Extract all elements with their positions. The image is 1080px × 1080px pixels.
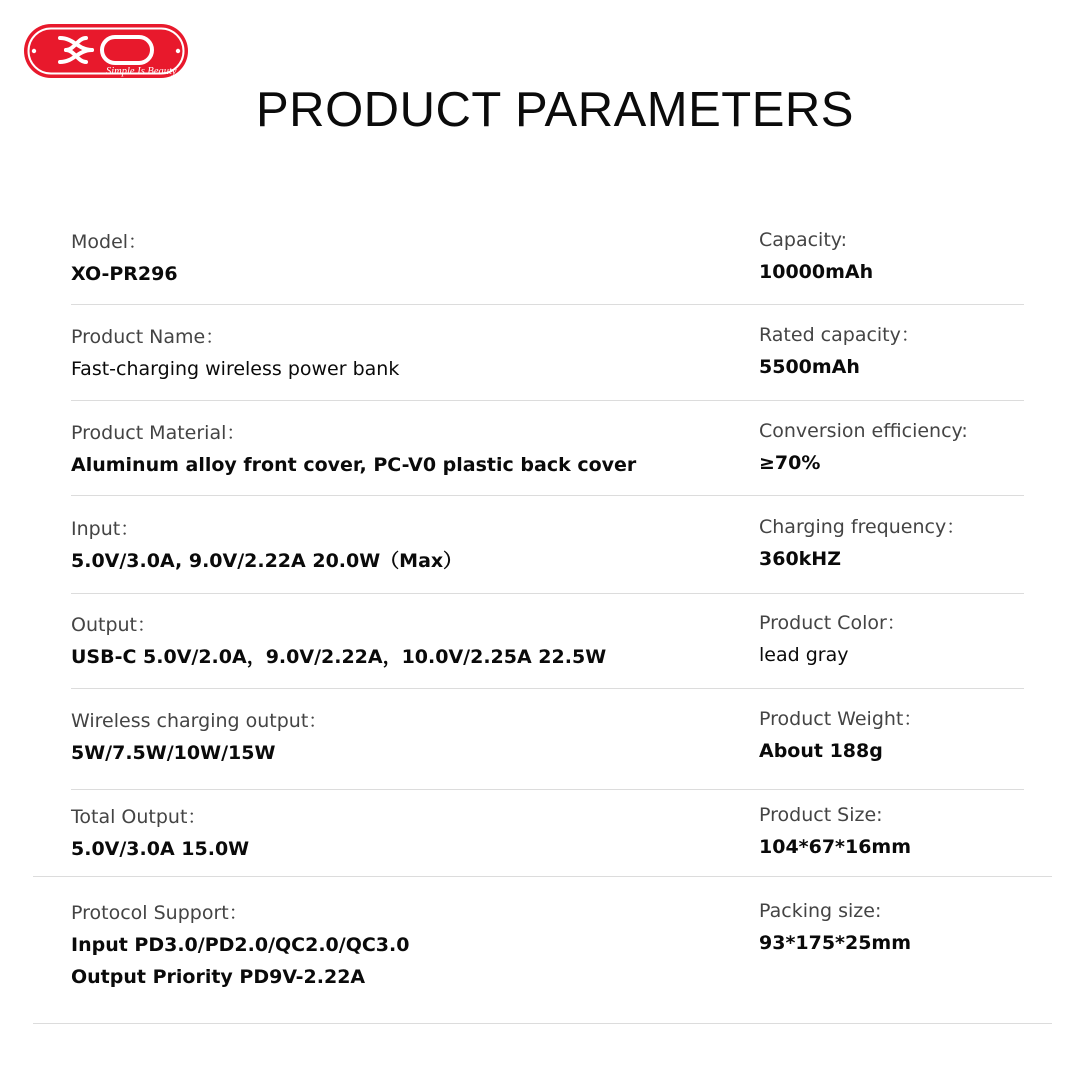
xo-logo xyxy=(22,22,190,80)
spec-label: Product Weight： xyxy=(759,708,923,730)
spec-label: Rated capacity： xyxy=(759,324,920,346)
spec-conversion-efficiency xyxy=(759,415,968,479)
spec-label: Wireless charging output： xyxy=(71,710,328,732)
spec-value-line2: Output Priority PD9V-2.22A xyxy=(71,966,366,988)
row-divider xyxy=(71,400,1024,401)
spec-protocol-support xyxy=(71,897,409,993)
spec-value: 5W/7.5W/10W/15W xyxy=(71,742,276,764)
spec-rated-capacity xyxy=(759,319,920,383)
spec-value: 360kHZ xyxy=(759,548,841,570)
spec-value: lead gray xyxy=(759,644,849,666)
spec-value: 5.0V/3.0A 15.0W xyxy=(71,838,250,860)
spec-output xyxy=(71,609,606,673)
spec-input xyxy=(71,513,462,577)
spec-product-material xyxy=(71,417,636,481)
spec-wireless-charging-output xyxy=(71,705,327,769)
spec-label: Product Size: xyxy=(759,804,883,826)
spec-label: Protocol Support： xyxy=(71,902,248,924)
spec-value: Input PD3.0/PD2.0/QC2.0/QC3.0 xyxy=(71,934,410,956)
spec-label: Model： xyxy=(71,231,148,253)
spec-value: XO-PR296 xyxy=(71,263,178,285)
spec-value: About 188g xyxy=(759,740,883,762)
spec-value: 93*175*25mm xyxy=(759,932,912,954)
spec-value: Fast-charging wireless power bank xyxy=(71,358,400,380)
spec-product-weight xyxy=(759,703,922,767)
spec-total-output xyxy=(71,801,249,865)
spec-charging-frequency xyxy=(759,511,965,575)
spec-product-name xyxy=(71,321,399,385)
spec-model xyxy=(71,226,178,290)
spec-product-color xyxy=(759,607,906,671)
logo-tagline: Simple Is Beauty xyxy=(106,66,177,77)
spec-value: Aluminum alloy front cover, PC-V0 plastic back cover xyxy=(71,454,637,476)
spec-capacity xyxy=(759,224,873,288)
spec-label: Charging frequency： xyxy=(759,516,966,538)
spec-value: 5.0V/3.0A, 9.0V/2.22A 20.0W（Max） xyxy=(71,550,463,572)
spec-product-size xyxy=(759,799,911,863)
row-divider xyxy=(71,593,1024,594)
spec-label: Packing size: xyxy=(759,900,882,922)
spec-value: 104*67*16mm xyxy=(759,836,912,858)
row-divider xyxy=(71,304,1024,305)
page-title: PRODUCT PARAMETERS xyxy=(256,83,854,137)
spec-label: Total Output： xyxy=(71,806,207,828)
spec-label: Conversion efficiency: xyxy=(759,420,968,442)
spec-label: Capacity: xyxy=(759,229,848,251)
spec-label: Product Color： xyxy=(759,612,906,634)
spec-value: 10000mAh xyxy=(759,261,874,283)
spec-value: 5500mAh xyxy=(759,356,860,378)
spec-label: Product Material： xyxy=(71,422,246,444)
xo-logo-icon xyxy=(22,22,190,80)
spec-value: USB-C 5.0V/2.0A，9.0V/2.22A，10.0V/2.25A 22.5W xyxy=(71,646,607,668)
row-divider xyxy=(71,789,1024,790)
row-divider xyxy=(71,495,1024,496)
spec-label: Product Name： xyxy=(71,326,225,348)
row-divider xyxy=(33,876,1052,877)
spec-label: Output： xyxy=(71,614,156,636)
spec-label: Input： xyxy=(71,518,140,540)
row-divider xyxy=(71,688,1024,689)
spec-value: ≥70% xyxy=(759,452,821,474)
row-divider xyxy=(33,1023,1052,1024)
spec-packing-size xyxy=(759,895,911,959)
